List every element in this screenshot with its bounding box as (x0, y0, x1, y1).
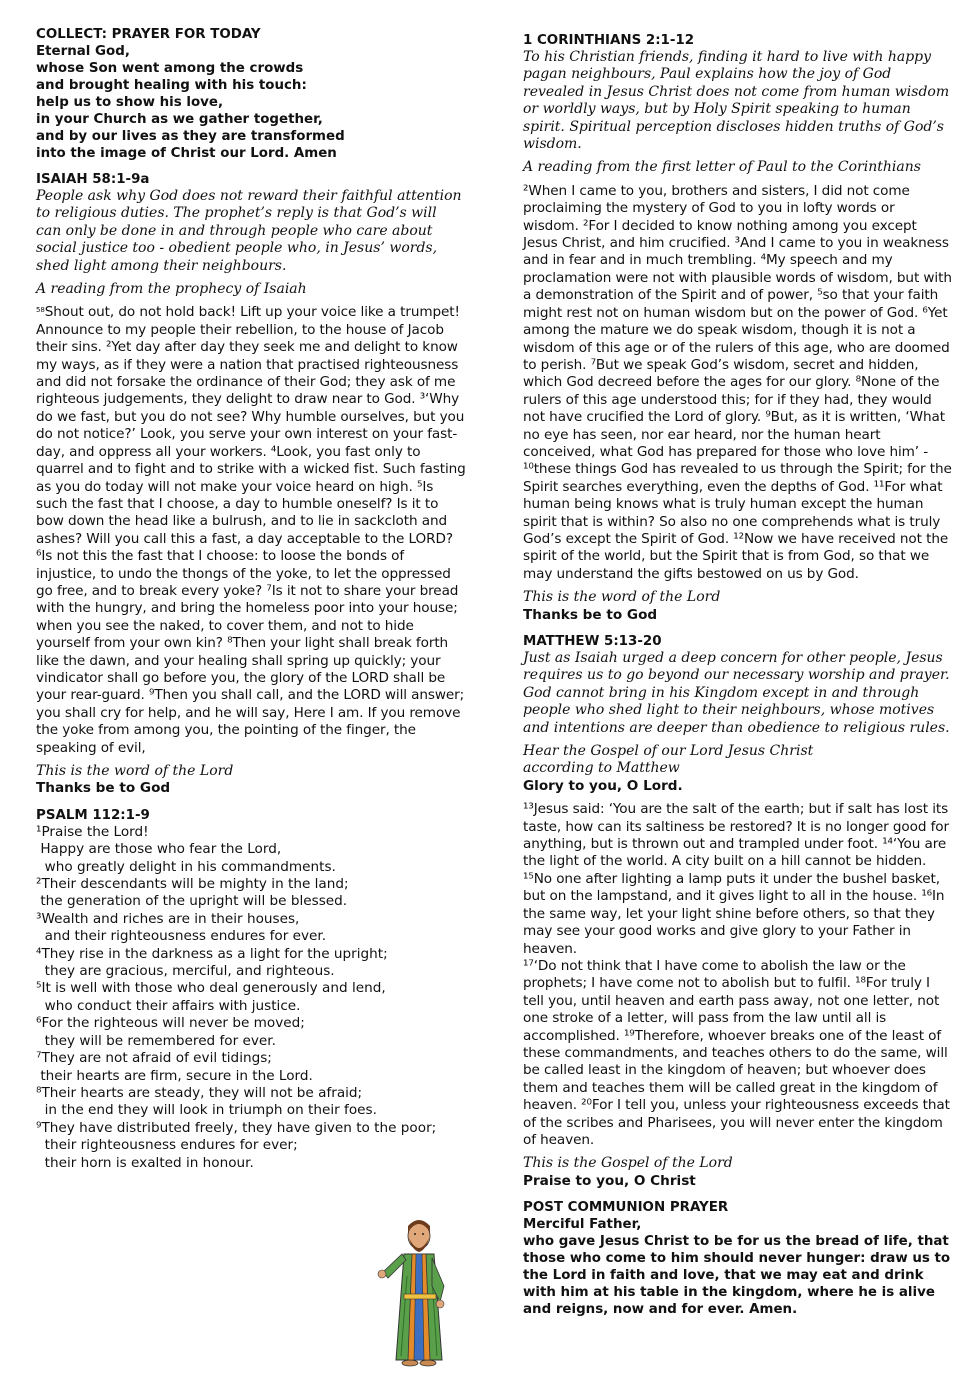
psalm-line: ⁶For the righteous will never be moved; (36, 1015, 305, 1032)
collect-line: and brought healing with his touch: (36, 78, 307, 93)
matthew-close: This is the Gospel of the Lord (523, 1155, 733, 1172)
psalm-line: they will be remembered for ever. (36, 1032, 276, 1049)
collect-heading: COLLECT: PRAYER FOR TODAY (36, 27, 261, 42)
post-communion-line: Merciful Father, (523, 1217, 642, 1233)
post-communion-line: who gave Jesus Christ to be for us the bread of life, that those who come to him should never hunger: draw us to the Lord in faith and love, that we may eat and drink with him at his table in the kingdom, where he is alive and reigns, now and for ever. Amen. (523, 1234, 951, 1318)
isaiah-intro: People ask why God does not reward their faithful attention to religious duties. The prophet’s reply is that God’s will can only be done in and through people who care about social justice too - obedient people who, in Jesus’ words, shed light among their neighbours. (36, 188, 462, 274)
collect-line: into the image of Christ our Lord. Amen (36, 146, 337, 161)
matthew-section (523, 633, 953, 1190)
psalm-line: their hearts are firm, secure in the Lord. (36, 1067, 313, 1084)
post-communion-heading: POST COMMUNION PRAYER (523, 1200, 729, 1216)
matthew-response: Praise to you, O Christ (523, 1172, 696, 1189)
psalm-line: in the end they will look in triumph on their foes. (36, 1102, 377, 1119)
right-column (523, 26, 953, 1318)
corinthians-text: ²When I came to you, brothers and sisters, I did not come proclaiming the mystery of God to you in lofty words or wisdom. ²For I decided to know nothing among you except Jesus Christ, and him crucified. ³And I came to you in weakness and in fear and in much trembling. ⁴My speech and my proclamation were not with plausible words of wisdom, but with a demonstration of the Spirit and of power, ⁵so that your faith might rest not on human wisdom but on the power of God. ⁶Yet among the mature we do speak wisdom, though it is not a wisdom of this age or of the rulers of this age, who are doomed to perish. ⁷But we speak God’s wisdom, secret and hidden, which God decreed before the ages for our glory. ⁸None of the rulers of this age understood this; for if they had, they would not have crucified the Lord of glory. ⁹But, as it is written, ‘What no eye has seen, nor ear heard, nor the human heart conceived, what God has prepared for those who love him’ - ¹⁰these things God has revealed to us through the Spirit; for the Spirit searches everything, even the depths of God. ¹¹For what human being knows what is truly human except the human spirit that is within? So also no one comprehends what is truly God’s except the Spirit of God. ¹²Now we have received not the spirit of the world, but the Spirit that is from God, so that we may understand the gifts bestowed on us by God. (523, 182, 952, 582)
collect-line: whose Son went among the crowds (36, 61, 304, 76)
matthew-announce-2: according to Matthew (523, 760, 680, 777)
psalm-line: ⁷They are not afraid of evil tidings; (36, 1050, 272, 1067)
collect-line: and by our lives as they are transformed (36, 129, 345, 144)
psalm-line: ⁹They have distributed freely, they have given to the poor; (36, 1119, 437, 1136)
corinthians-heading: 1 CORINTHIANS 2:1-12 (523, 33, 695, 48)
psalm-line: ¹Praise the Lord! (36, 823, 149, 840)
psalm-line: Happy are those who fear the Lord, (36, 841, 282, 858)
isaiah-verses: Shout out, do not hold back! Lift up your voice like a trumpet! Announce to my people their rebellion, to the house of Jacob their sins. ²Yet day after day they seek me and delight to know my ways, as if they were a nation that practised righteousness and did not forsake the ordinance of their God; they ask of me righteous judgements, they delight to draw near to God. ³‘Why do we fast, but you do not see? Why humble ourselves, but you do not notice?’ Look, you serve your own interest on your fast-day, and oppress all your workers. ⁴Look, you fast only to quarrel and to fight and to strike with a wicked fist. Such fasting as you do today will not make your voice heard on high. ⁵Is such the fast that I choose, a day to humble oneself? Is it to bow down the head like a bulrush, and to lie in sackcloth and ashes? Will you call this a fast, a day acceptable to the LORD? ⁶Is not this the fast that I choose: to loose the bonds of injustice, to undo the thongs of the yoke, to let the oppressed go free, and to break every yoke? ⁷Is it not to share your bread with the hungry, and bring the homeless poor into your house; when you see the naked, to cover them, and not to hide yourself from your own kin? ⁸Then your light shall break forth like the dawn, and your healing shall spring up quickly; your vindicator shall go before you, the glory of the LORD shall be your rear-guard. ⁹Then you shall call, and the LORD will answer; you shall cry for help, and he will say, Here I am. If you remove the yoke from among you, the pointing of the finger, the speaking of evil, (36, 304, 466, 756)
isaiah-text (36, 304, 466, 757)
collect-line: in your Church as we gather together, (36, 112, 323, 127)
post-communion-section (523, 1199, 953, 1318)
matthew-text-2: ¹⁷‘Do not think that I have come to abolish the law or the prophets; I have come not to abolish but to fulfil. ¹⁸For truly I tell you, until heaven and earth pass away, not one letter, not one stroke of a letter, will pass from the law until all is accomplished. ¹⁹Therefore, whoever breaks one of the least of these commandments, and teaches others to do the same, will be called least in the kingdom of heaven; but whoever does them and teaches them will be called great in the kingdom of heaven. ²⁰For I tell you, unless your righteousness exceeds that of the scribes and Pharisees, you will never enter the kingdom of heaven. (523, 957, 950, 1148)
psalm-line: they are gracious, merciful, and righteous. (36, 963, 335, 980)
corinthians-close: This is the word of the Lord (523, 589, 721, 606)
psalm-line: ³Wealth and riches are in their houses, (36, 910, 300, 927)
psalm-line: their righteousness endures for ever; (36, 1137, 298, 1154)
psalm-heading: PSALM 112:1-9 (36, 807, 150, 823)
collect-line: help us to show his love, (36, 95, 224, 110)
corinthians-intro: To his Christian friends, finding it hard to live with happy pagan neighbours, Paul explains how the joy of God revealed in Jesus Christ does not come from human wisdom or worldly ways, but by Holy Spirit speaking to human spirit. Spiritual perception discloses hidden truths of God’s wisdom. (523, 49, 950, 153)
corinthians-announce: A reading from the first letter of Paul to the Corinthians (523, 159, 921, 176)
left-column (36, 26, 466, 1172)
matthew-acclaim: Glory to you, O Lord. (523, 777, 683, 794)
collect-line: Eternal God, (36, 44, 130, 59)
isaiah-announce: A reading from the prophecy of Isaiah (36, 281, 307, 298)
isaiah-response: Thanks be to God (36, 780, 171, 797)
psalm-line: who greatly delight in his commandments. (36, 858, 336, 875)
matthew-intro: Just as Isaiah urged a deep concern for other people, Jesus requires us to go beyond our necessary worship and prayer. God cannot bring in his Kingdom except in and through people who shed light to their neighbours, whose motives and intentions are deeper than obedience to religious rules. (523, 650, 950, 736)
psalm-line: the generation of the upright will be blessed. (36, 893, 348, 910)
psalm-line: ⁸Their hearts are steady, they will not be afraid; (36, 1084, 363, 1101)
matthew-text-1: ¹³Jesus said: ‘You are the salt of the earth; but if salt has lost its taste, how can its saltiness be restored? It is no longer good for anything, but is thrown out and trampled under foot. ¹⁴‘You are the light of the world. A city built on a hill cannot be hidden. ¹⁵No one after lighting a lamp puts it under the bushel basket, but on the lampstand, and it gives light to all in the house. ¹⁶In the same way, let your light shine before others, so that they may see your good works and give glory to your Father in heaven. (523, 801, 949, 957)
verse-number: 58 (36, 306, 45, 315)
prophet-figure-illustration (374, 1216, 466, 1368)
matthew-heading: MATTHEW 5:13-20 (523, 634, 662, 649)
psalm-line: ⁴They rise in the darkness as a light for the upright; (36, 945, 388, 962)
psalm-line: ²Their descendants will be mighty in the land; (36, 876, 349, 893)
corinthians-response: Thanks be to God (523, 606, 658, 623)
psalm-line: their horn is exalted in honour. (36, 1154, 254, 1171)
isaiah-close: This is the word of the Lord (36, 763, 234, 779)
psalm-line: who conduct their affairs with justice. (36, 997, 301, 1014)
collect-section (36, 26, 466, 162)
isaiah-heading: ISAIAH 58:1-9a (36, 172, 150, 187)
matthew-announce: Hear the Gospel of our Lord Jesus Christ (523, 743, 814, 760)
corinthians-section (523, 32, 953, 624)
psalm-text (36, 824, 466, 1172)
psalm-line: and their righteousness endures for ever. (36, 928, 327, 945)
psalm-line: ⁵It is well with those who deal generously and lend, (36, 980, 386, 997)
psalm-section (36, 807, 466, 1172)
isaiah-section (36, 171, 466, 798)
